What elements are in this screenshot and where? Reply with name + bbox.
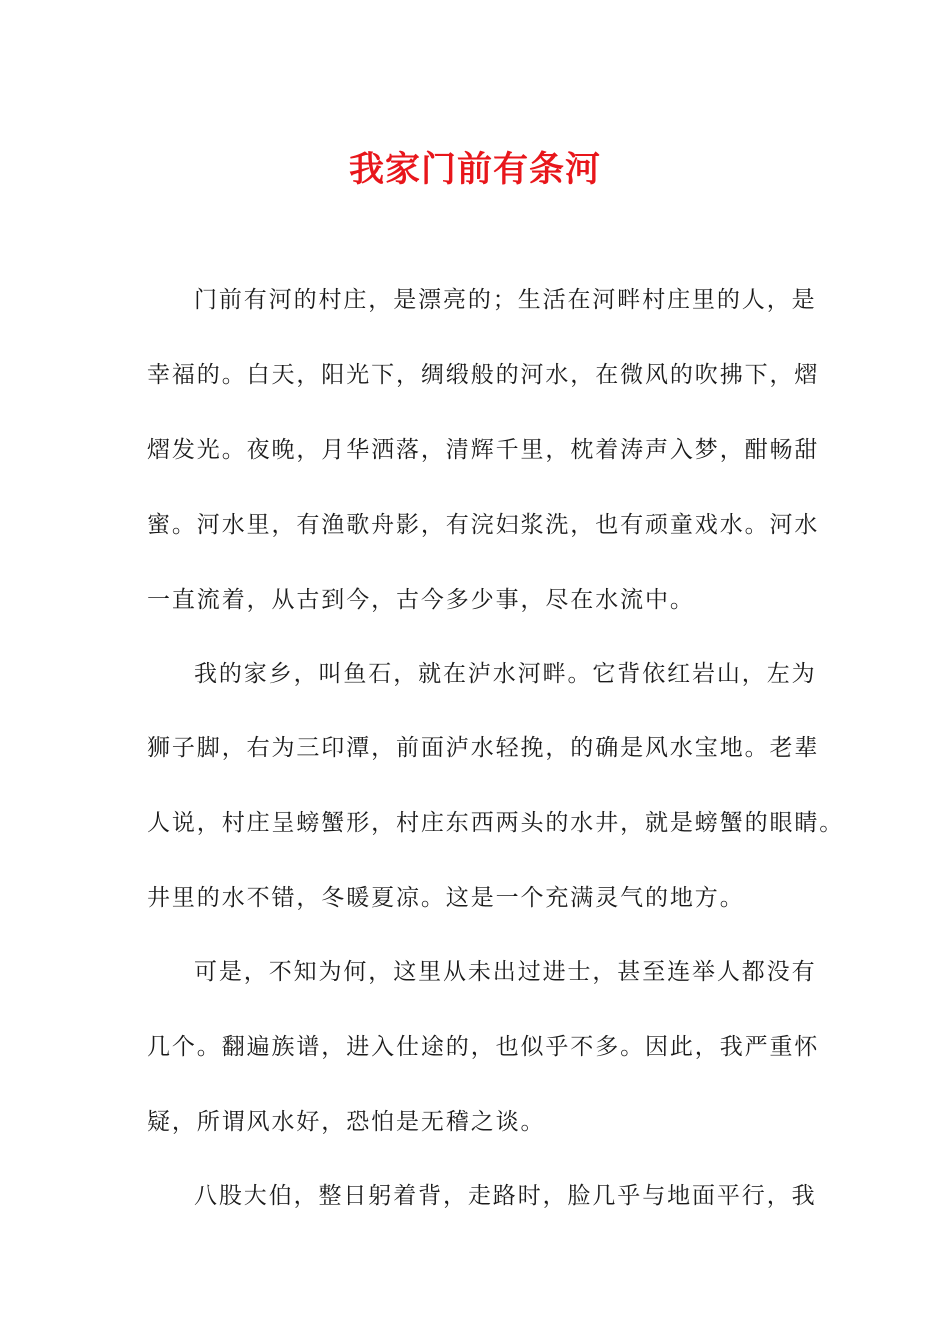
- document-title: 我家门前有条河: [348, 150, 601, 190]
- paragraph-line: 人说，村庄呈螃蟹形，村庄东西两头的水井，就是螃蟹的眼睛。: [147, 810, 845, 836]
- paragraph-line: 蜜。河水里，有渔歌舟影，有浣妇浆洗，也有顽童戏水。河水: [147, 512, 820, 538]
- paragraph-line: 几个。翻遍族谱，进入仕途的，也似乎不多。因此，我严重怀: [147, 1034, 820, 1060]
- paragraph-line: 门前有河的村庄，是漂亮的；生活在河畔村庄里的人，是: [194, 287, 817, 313]
- paragraph-line: 幸福的。白天，阳光下，绸缎般的河水，在微风的吹拂下，熠: [147, 362, 820, 388]
- paragraph-line: 一直流着，从古到今，古今多少事，尽在水流中。: [147, 587, 695, 613]
- paragraph-line: 八股大伯，整日躬着背，走路时，脸几乎与地面平行，我: [194, 1183, 817, 1209]
- paragraph-line: 可是，不知为何，这里从未出过进士，甚至连举人都没有: [194, 959, 817, 985]
- paragraph-line: 井里的水不错，冬暖夏凉。这是一个充满灵气的地方。: [147, 885, 745, 911]
- paragraph-line: 疑，所谓风水好，恐怕是无稽之谈。: [147, 1109, 546, 1135]
- paragraph-line: 熠发光。夜晚，月华洒落，清辉千里，枕着涛声入梦，酣畅甜: [147, 437, 820, 463]
- paragraph-line: 我的家乡，叫鱼石，就在泸水河畔。它背依红岩山，左为: [194, 661, 817, 687]
- paragraph-line: 狮子脚，右为三印潭，前面泸水轻挽，的确是风水宝地。老辈: [147, 735, 820, 761]
